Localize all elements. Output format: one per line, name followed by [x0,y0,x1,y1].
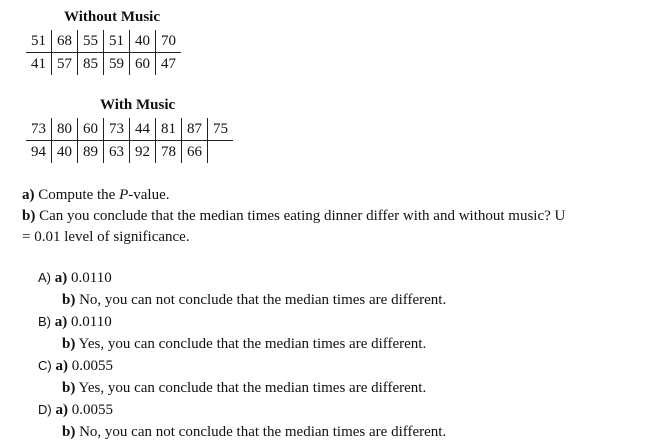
option-letter: D) [38,402,52,417]
option-b-b-answer: b) Yes, you can conclude that the median times are different. [62,336,427,352]
without-music-table [26,30,181,75]
table-cell: 70 [156,30,182,53]
table-cell: 51 [26,30,52,53]
with-music-table [26,118,233,163]
table-cell: 92 [130,141,156,164]
table-cell: 41 [31,56,46,72]
option-a[interactable]: A) a) 0.0110 [38,270,112,286]
table-cell: 66 [182,141,208,164]
table-cell: 94 [31,144,46,160]
table-cell: 51 [104,30,130,53]
table-cell: 73 [26,118,52,141]
question-a: a) Compute the P-value. [22,187,170,203]
table-cell: 78 [156,141,182,164]
table-cell: 57 [52,53,78,76]
option-c[interactable]: C) a) 0.0055 [38,358,113,374]
table-cell: 89 [78,141,104,164]
option-d[interactable]: D) a) 0.0055 [38,402,113,418]
table-cell: 44 [130,118,156,141]
table-cell: 68 [52,30,78,53]
without-music-title: Without Music [64,9,160,25]
option-c-b-answer: b) Yes, you can conclude that the median times are different. [62,380,427,396]
table-cell: 40 [52,141,78,164]
table-cell: 47 [156,53,182,76]
with-music-title: With Music [100,97,176,113]
option-a-b-answer: b) No, you can not conclude that the median times are different. [62,292,447,308]
table-cell: 81 [156,118,182,141]
option-b[interactable]: B) a) 0.0110 [38,314,112,330]
table-cell: 60 [130,53,156,76]
table-cell: 73 [104,118,130,141]
table-cell: 75 [208,118,234,141]
table-cell: 85 [78,53,104,76]
table-cell: 80 [52,118,78,141]
table-cell: 40 [130,30,156,53]
table-cell: 55 [78,30,104,53]
option-letter: C) [38,358,52,373]
table-cell-empty [208,141,234,164]
table-cell: 60 [78,118,104,141]
question-b-continued: = 0.01 level of significance. [22,229,190,245]
table-cell: 87 [182,118,208,141]
option-d-b-answer: b) No, you can not conclude that the median times are different. [62,424,447,440]
question-b: b) Can you conclude that the median times eating dinner differ with and without music? U [22,208,566,224]
table-cell: 59 [104,53,130,76]
option-letter: B) [38,314,51,329]
table-cell: 63 [104,141,130,164]
option-letter: A) [38,270,51,285]
